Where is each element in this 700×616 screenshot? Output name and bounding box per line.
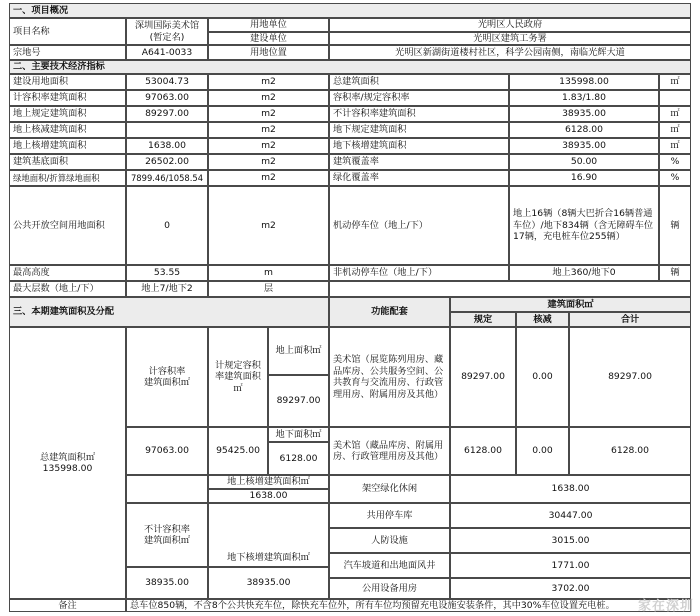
- area-header: 建筑面积㎡: [450, 297, 691, 312]
- equipment-room-label: 公用设备用房: [329, 578, 450, 599]
- right-indicator-label: 地下核增建筑面积: [329, 138, 509, 154]
- below-guiding-value: 6128.00: [450, 427, 516, 475]
- right-indicator-unit: ㎡: [659, 122, 691, 138]
- left-indicator-label: 地上规定建筑面积: [9, 106, 126, 122]
- right-indicator-unit: [659, 90, 691, 106]
- function-below-ground: 美术馆（藏品库房、附属用房、行政管理用房及其他）: [329, 427, 450, 475]
- left-indicator-label: 地上核减建筑面积: [9, 122, 126, 138]
- open-green-value: 1638.00: [450, 475, 691, 503]
- parking-garage-value: 30447.00: [450, 503, 691, 528]
- regulated-area-label: 计规定容积 率建筑面积 ㎡: [208, 327, 268, 427]
- left-indicator-value: 7899.46/1058.54: [126, 170, 208, 186]
- right-indicator-value: 地上360/地下0: [509, 265, 659, 281]
- left-indicator-value: [126, 122, 208, 138]
- total-area-value: 135998.00: [42, 463, 93, 474]
- left-indicator-unit: m2: [208, 90, 329, 106]
- remarks-text: 总车位850辆，不含8个公共快充车位，除快充车位外，所有车位均预留充电设施安装条件，其中30%车位设置充电桩。: [126, 599, 691, 612]
- below-reduce-value: 0.00: [516, 427, 569, 475]
- left-indicator-label: 地上核增建筑面积: [9, 138, 126, 154]
- left-indicator-unit: m: [208, 265, 329, 281]
- section2-title: 二、主要技术经济指标: [9, 60, 691, 74]
- section3-title: 三、本期建筑面积及分配: [9, 297, 329, 327]
- above-ground-value: 89297.00: [268, 375, 329, 427]
- above-ground-label: 地上面积㎡: [268, 327, 329, 375]
- above-guiding-value: 89297.00: [450, 327, 516, 427]
- land-user-label: 用地单位: [208, 18, 329, 32]
- section1-title: 一、项目概况: [9, 3, 691, 18]
- right-indicator-label: 机动停车位（地上/下）: [329, 186, 509, 265]
- right-indicator-unit: 辆: [659, 265, 691, 281]
- right-indicator-label: 地下规定建筑面积: [329, 122, 509, 138]
- right-indicator-label: 非机动停车位（地上/下）: [329, 265, 509, 281]
- land-user-value: 光明区人民政府: [329, 18, 691, 32]
- remarks-label: 备注: [9, 599, 126, 612]
- equipment-room-value: 3702.00: [450, 578, 691, 599]
- above-increase-label: 地上核增建筑面积㎡: [208, 475, 329, 489]
- below-ground-label: 地下面积㎡: [268, 427, 329, 442]
- left-indicator-value: 97063.00: [126, 90, 208, 106]
- project-name-label: 项目名称: [9, 18, 126, 45]
- left-indicator-value: 26502.00: [126, 154, 208, 170]
- total-area-cell: [9, 327, 126, 599]
- right-indicator-label: 绿化覆盖率: [329, 170, 509, 186]
- right-indicator-label: 容积率/规定容积率: [329, 90, 509, 106]
- below-ground-value: 6128.00: [268, 442, 329, 475]
- left-indicator-unit: m2: [208, 186, 329, 265]
- approval-form-table: [9, 3, 691, 611]
- project-name-value: 深圳国际美术馆 (暂定名): [126, 18, 208, 45]
- right-indicator-label: 总建筑面积: [329, 74, 509, 90]
- parcel-number-label: 宗地号: [9, 45, 126, 60]
- right-indicator-unit: ㎡: [659, 106, 691, 122]
- above-increase-value: 1638.00: [208, 489, 329, 503]
- function-header: 功能配套: [329, 297, 450, 327]
- watermark-logo: 家在深圳: [637, 599, 694, 614]
- left-indicator-unit: m2: [208, 122, 329, 138]
- right-indicator-value: 38935.00: [509, 138, 659, 154]
- right-indicator-value: 16.90: [509, 170, 659, 186]
- column-guiding: 规定: [450, 312, 516, 327]
- left-indicator-unit: m2: [208, 106, 329, 122]
- below-increase-value: 38935.00: [208, 567, 329, 599]
- above-reduce-value: 0.00: [516, 327, 569, 427]
- civil-defense-label: 人防设施: [329, 528, 450, 553]
- left-indicator-label: 最大层数（地上/下）: [9, 281, 126, 297]
- right-indicator-unit: %: [659, 170, 691, 186]
- land-location-label: 用地位置: [208, 45, 329, 60]
- below-increase-label: 地下核增建筑面积㎡: [208, 503, 329, 567]
- regulated-area-value: 95425.00: [208, 427, 268, 475]
- parcel-number-value: A641-0033: [126, 45, 208, 60]
- parking-garage-label: 共用停车库: [329, 503, 450, 528]
- right-indicator-value: 38935.00: [509, 106, 659, 122]
- left-indicator-unit: m2: [208, 138, 329, 154]
- blank-cell: [126, 475, 208, 503]
- left-indicator-unit: m2: [208, 170, 329, 186]
- total-area-label: 总建筑面积㎡: [39, 451, 96, 463]
- right-indicator-label: 建筑覆盖率: [329, 154, 509, 170]
- parking-value: 地上16辆（8辆大巴折合16辆普通车位）/地下834辆（含无障碍车位17辆，充电桩车位255辆）: [509, 186, 659, 265]
- capacity-area-label: 计容积率 建筑面积㎡: [126, 327, 208, 427]
- right-indicator-unit: %: [659, 154, 691, 170]
- left-indicator-value: 0: [126, 186, 208, 265]
- left-indicator-value: 53.55: [126, 265, 208, 281]
- left-indicator-unit: m2: [208, 154, 329, 170]
- non-capacity-value: 38935.00: [126, 567, 208, 599]
- open-green-label: 架空绿化休闲: [329, 475, 450, 503]
- capacity-area-value: 97063.00: [126, 427, 208, 475]
- left-indicator-label: 最高高度: [9, 265, 126, 281]
- land-location-value: 光明区新湖街道楼村社区，科学公园南侧，南临光辉大道: [329, 45, 691, 60]
- non-capacity-label: 不计容积率 建筑面积㎡: [126, 503, 208, 567]
- left-indicator-value: 1638.00: [126, 138, 208, 154]
- left-indicator-label: 建设用地面积: [9, 74, 126, 90]
- left-indicator-value: 89297.00: [126, 106, 208, 122]
- right-indicator-unit: ㎡: [659, 138, 691, 154]
- left-indicator-unit: 层: [208, 281, 329, 297]
- left-indicator-value: 地上7/地下2: [126, 281, 208, 297]
- left-indicator-unit: m2: [208, 74, 329, 90]
- left-indicator-label: 建筑基底面积: [9, 154, 126, 170]
- ramp-shaft-label: 汽车坡道和出地面风井: [329, 553, 450, 578]
- empty-cell: [329, 281, 691, 297]
- right-indicator-value: 135998.00: [509, 74, 659, 90]
- right-indicator-label: 不计容积率建筑面积: [329, 106, 509, 122]
- left-indicator-value: 53004.73: [126, 74, 208, 90]
- right-indicator-unit: ㎡: [659, 74, 691, 90]
- above-total-value: 89297.00: [569, 327, 691, 427]
- builder-value: 光明区建筑工务署: [329, 32, 691, 45]
- column-total: 合计: [569, 312, 691, 327]
- function-above-ground: 美术馆（展览陈列用房、藏品库房、公共服务空间、公共教育与交流用房、行政管理用房、附属用房及其他）: [329, 327, 450, 427]
- right-indicator-unit: 辆: [659, 186, 691, 265]
- right-indicator-value: 1.83/1.80: [509, 90, 659, 106]
- below-total-value: 6128.00: [569, 427, 691, 475]
- left-indicator-label: 绿地面积/折算绿地面积: [9, 170, 126, 186]
- column-reduce: 核减: [516, 312, 569, 327]
- right-indicator-value: 6128.00: [509, 122, 659, 138]
- right-indicator-value: 50.00: [509, 154, 659, 170]
- builder-label: 建设单位: [208, 32, 329, 45]
- left-indicator-label: 公共开放空间用地面积: [9, 186, 126, 265]
- left-indicator-label: 计容积率建筑面积: [9, 90, 126, 106]
- civil-defense-value: 3015.00: [450, 528, 691, 553]
- ramp-shaft-value: 1771.00: [450, 553, 691, 578]
